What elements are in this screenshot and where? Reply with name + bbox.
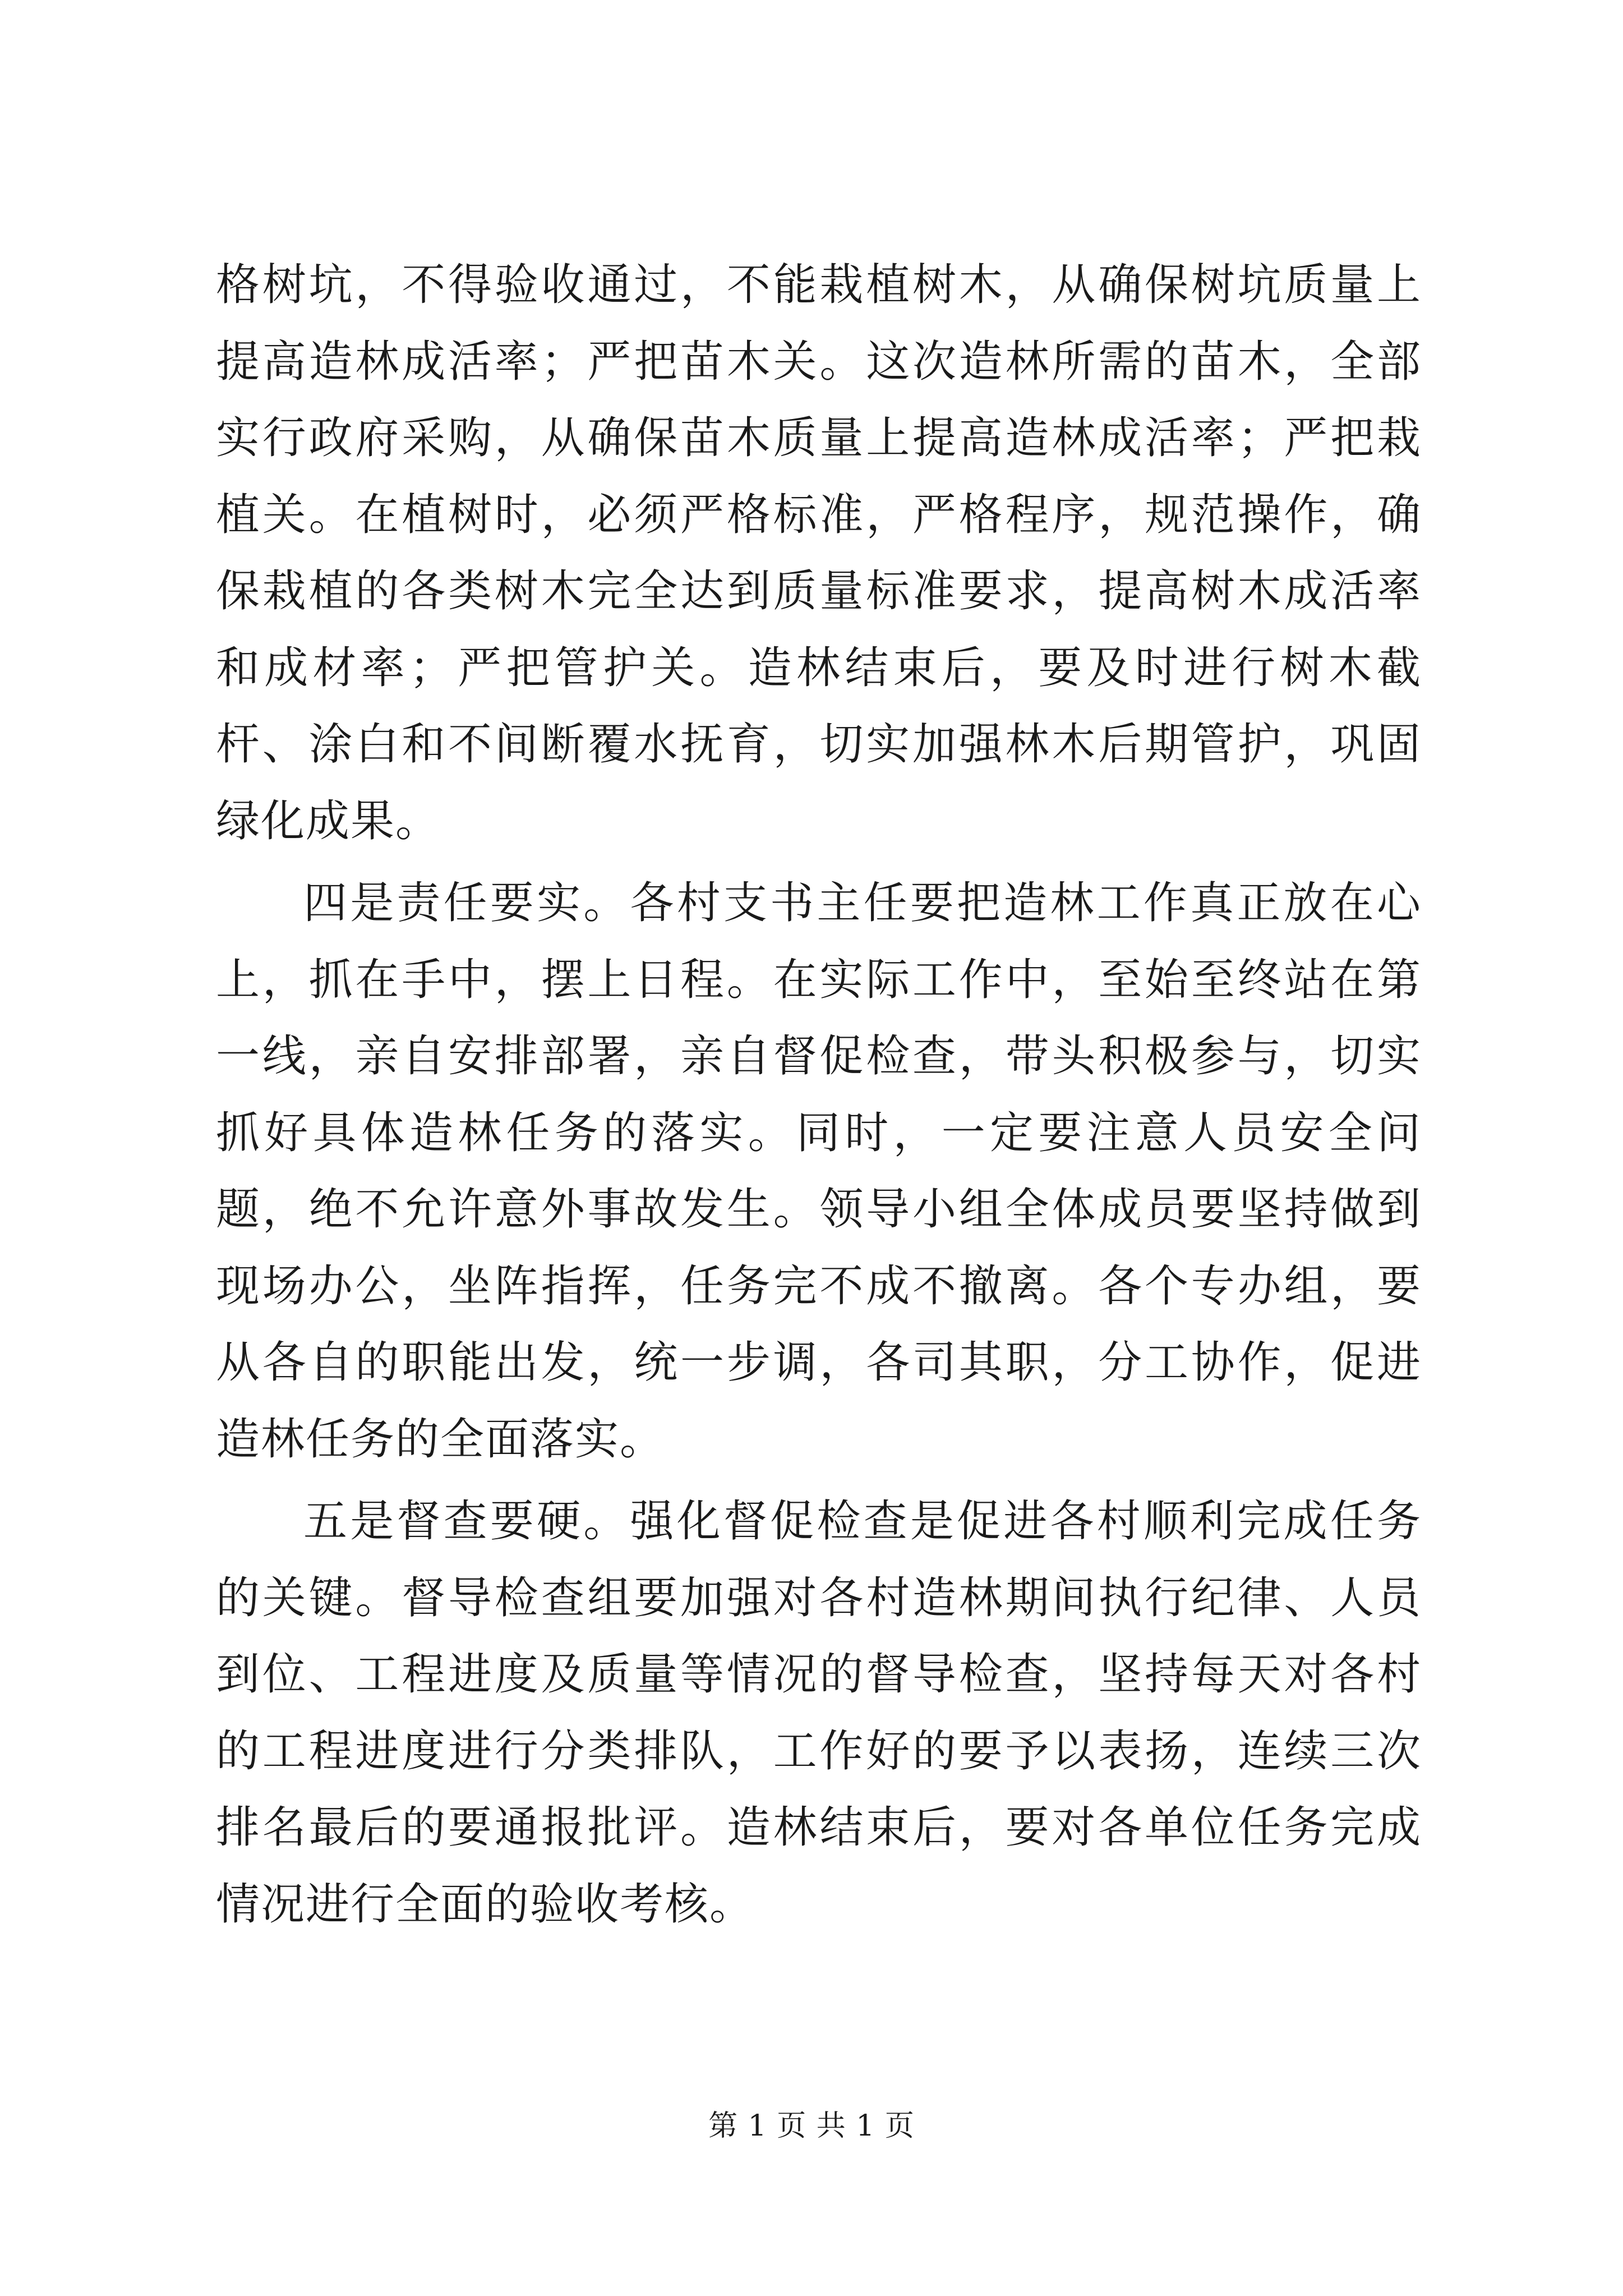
page-footer: 第 1 页 共 1 页 [708,2109,915,2143]
paragraph-continuation: 格树坑，不得验收通过，不能栽植树木，从确保树坑质量上提高造林成活率；严把苗木关。这次造林所需的苗木，全部实行政府采购，从确保苗木质量上提高造林成活率；严把栽植关。在植树时，必须严格标准，严格程序，规范操作，确保栽植的各类树木完全达到质量标准要求，提高树木成活率和成材率；严把管护关。造林结束后，要及时进行树木截杆、涂白和不间断覆水抚育，切实加强林木后期管护，巩固绿化成果。 [216,260,1422,846]
document-body [216,247,1422,1948]
paragraph-supervision: 五是督查要硬。强化督促检查是促进各村顺利完成任务的关键。督导检查组要加强对各村造林期间执行纪律、人员到位、工程进度及质量等情况的督导检查，坚持每天对各村的工程进度进行分类排队，工作好的要予以表扬，连续三次排名最后的要通报批评。造林结束后，要对各单位任务完成情况进行全面的验收考核。 [216,1496,1422,1930]
paragraph-responsibility: 四是责任要实。各村支书主任要把造林工作真正放在心上，抓在手中，摆上日程。在实际工作中，至始至终站在第一线，亲自安排部署，亲自督促检查，带头积极参与，切实抓好具体造林任务的落实。同时，一定要注意人员安全问题，绝不允许意外事故发生。领导小组全体成员要坚持做到现场办公，坐阵指挥，任务完不成不撤离。各个专办组，要从各自的职能出发，统一步调，各司其职，分工协作，促进造林任务的全面落实。 [216,878,1422,1465]
